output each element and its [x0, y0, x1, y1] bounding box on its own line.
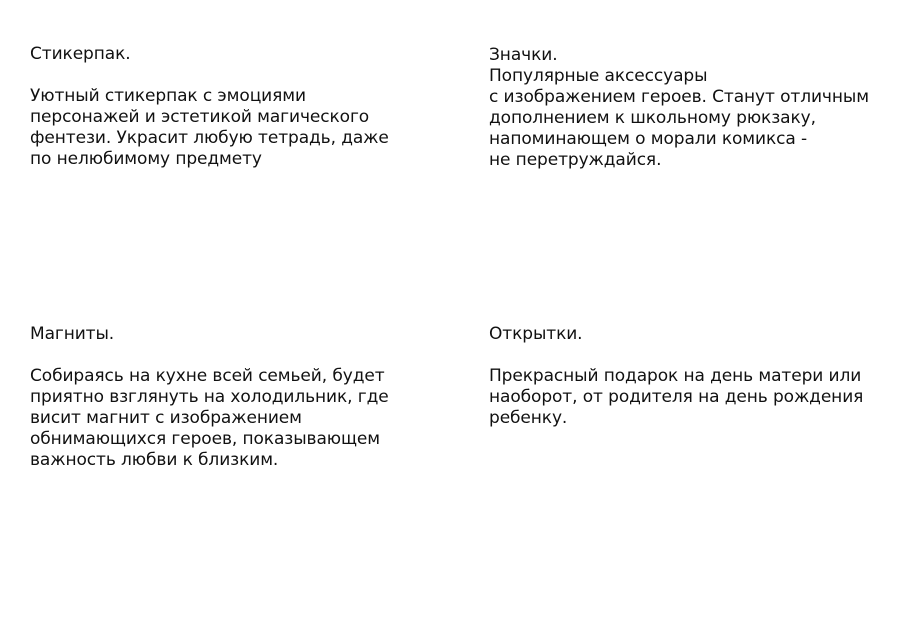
spacer — [489, 345, 889, 366]
magnets-section — [30, 324, 430, 471]
magnets-description: Собираясь на кухне всей семьей, будет приятно взглянуть на холодильник, где висит магнит с изображением обнимающихся героев, показывающем важность любви к близким. — [30, 366, 389, 470]
badges-section — [489, 45, 889, 171]
stickerpack-section — [30, 44, 430, 170]
magnets-title: Магниты. — [30, 324, 115, 344]
spacer — [30, 345, 430, 366]
spacer — [30, 65, 430, 86]
postcards-title: Открытки. — [489, 324, 583, 344]
stickerpack-title: Стикерпак. — [30, 44, 131, 64]
postcards-section — [489, 324, 889, 429]
badges-title: Значки. — [489, 45, 558, 65]
postcards-description: Прекрасный подарок на день матери или наоборот, от родителя на день рождения ребенку. — [489, 366, 864, 428]
stickerpack-description: Уютный стикерпак с эмоциями персонажей и эстетикой магического фентези. Украсит любую тетрадь, даже по нелюбимому предмету — [30, 86, 389, 169]
badges-description: Популярные аксессуары с изображением героев. Станут отличным дополнением к школьному рюкзаку, напоминающем о морали комикса - не перетруждайся. — [489, 66, 869, 170]
